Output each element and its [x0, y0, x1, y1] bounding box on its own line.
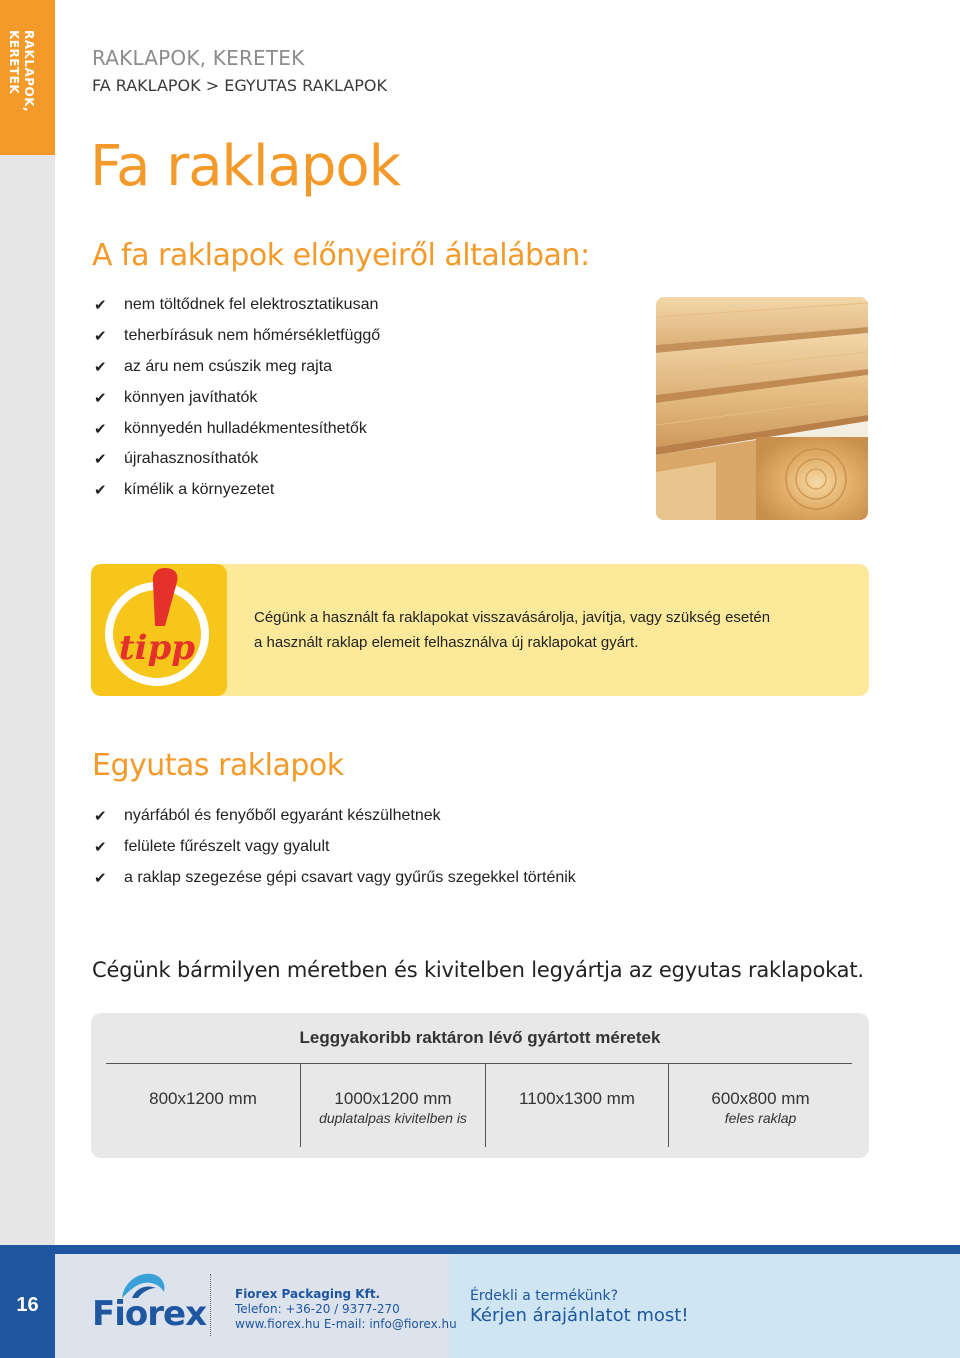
check-icon: ✔: [94, 869, 107, 887]
list-item: [94, 832, 576, 863]
list-item: [94, 863, 576, 894]
section-tab-label: RAKLAPOK, KERETEK: [7, 30, 36, 113]
advantages-list: [94, 290, 380, 506]
oneway-list: [94, 801, 576, 893]
list-item-label: a raklap szegezése gépi csavart vagy gyűrűs szegekkel történik: [124, 868, 576, 886]
check-icon: ✔: [94, 328, 107, 346]
list-item-label: az áru nem csúszik meg rajta: [124, 357, 333, 375]
list-item-label: újrahasznosíthatók: [124, 450, 259, 468]
footer-rule: [0, 1245, 960, 1254]
check-icon: ✔: [94, 839, 107, 857]
size-value: 1100x1300 mm: [519, 1089, 635, 1108]
cta-action[interactable]: Kérjen árajánlatot most!: [470, 1305, 689, 1326]
tip-icon-label: tipp: [118, 628, 196, 668]
list-item: [94, 801, 576, 832]
page-title: Fa raklapok: [90, 134, 401, 199]
size-cell: [486, 1089, 668, 1109]
company-name: Fiorex Packaging Kft.: [235, 1287, 381, 1301]
list-item: [94, 290, 380, 321]
size-cell: [301, 1089, 485, 1126]
sizes-title: Leggyakoribb raktáron lévő gyártott méretek: [299, 1028, 661, 1047]
list-item: [94, 444, 380, 475]
list-item: [94, 475, 380, 506]
company-phone: Telefon: +36-20 / 9377-270: [235, 1302, 400, 1316]
size-note: feles raklap: [724, 1110, 797, 1126]
breadcrumb: FA RAKLAPOK > EGYUTAS RAKLAPOK: [92, 76, 387, 95]
list-item-label: nem töltődnek fel elektrosztatikusan: [124, 296, 379, 314]
list-item: [94, 352, 380, 383]
statement: Cégünk bármilyen méretben és kivitelben legyártja az egyutas raklapokat.: [92, 958, 864, 982]
tip-line: a használt raklap elemeit felhasználva új raklapokat gyárt.: [254, 634, 639, 651]
check-icon: ✔: [94, 420, 107, 438]
tip-icon: [91, 564, 227, 696]
section-tab: [0, 0, 55, 155]
side-strip: [0, 0, 55, 1245]
list-item-label: kímélik a környezetet: [124, 481, 275, 499]
check-icon: ✔: [94, 451, 107, 469]
list-item-label: teherbírásuk nem hőmérsékletfüggő: [124, 327, 381, 345]
check-icon: ✔: [94, 389, 107, 407]
size-note: duplatalpas kivitelben is: [319, 1110, 467, 1126]
cta-question: Érdekli a termékünk?: [470, 1288, 619, 1304]
size-value: 600x800 mm: [711, 1089, 810, 1108]
check-icon: ✔: [94, 358, 107, 376]
list-item: [94, 382, 380, 413]
check-icon: ✔: [94, 297, 107, 315]
tip-text: [254, 605, 770, 655]
list-item: [94, 413, 380, 444]
list-item-label: könnyen javíthatók: [124, 388, 258, 406]
wood-pallet-image: [656, 297, 868, 520]
size-cell: [669, 1089, 852, 1126]
size-cell: [106, 1089, 300, 1109]
list-item: [94, 321, 380, 352]
divider: [106, 1063, 852, 1064]
list-item-label: felülete fűrészelt vagy gyalult: [124, 838, 330, 856]
check-icon: ✔: [94, 808, 107, 826]
divider: [210, 1274, 211, 1336]
breadcrumb-category: RAKLAPOK, KERETEK: [92, 46, 305, 70]
oneway-heading: Egyutas raklapok: [92, 748, 344, 783]
list-item-label: könnyedén hulladékmentesíthetők: [124, 419, 367, 437]
check-icon: ✔: [94, 482, 107, 500]
list-item-label: nyárfából és fenyőből egyaránt készülhetnek: [124, 807, 441, 825]
company-web-email: www.fiorex.hu E-mail: info@fiorex.hu: [235, 1317, 457, 1331]
size-value: 800x1200 mm: [149, 1089, 257, 1108]
company-logo: Fiorex: [92, 1294, 206, 1334]
size-value: 1000x1200 mm: [334, 1089, 452, 1108]
page-number: 16: [16, 1294, 39, 1316]
tip-line: Cégünk a használt fa raklapokat visszavásárolja, javítja, vagy szükség esetén: [254, 609, 771, 626]
advantages-heading: A fa raklapok előnyeiről általában:: [92, 238, 590, 273]
